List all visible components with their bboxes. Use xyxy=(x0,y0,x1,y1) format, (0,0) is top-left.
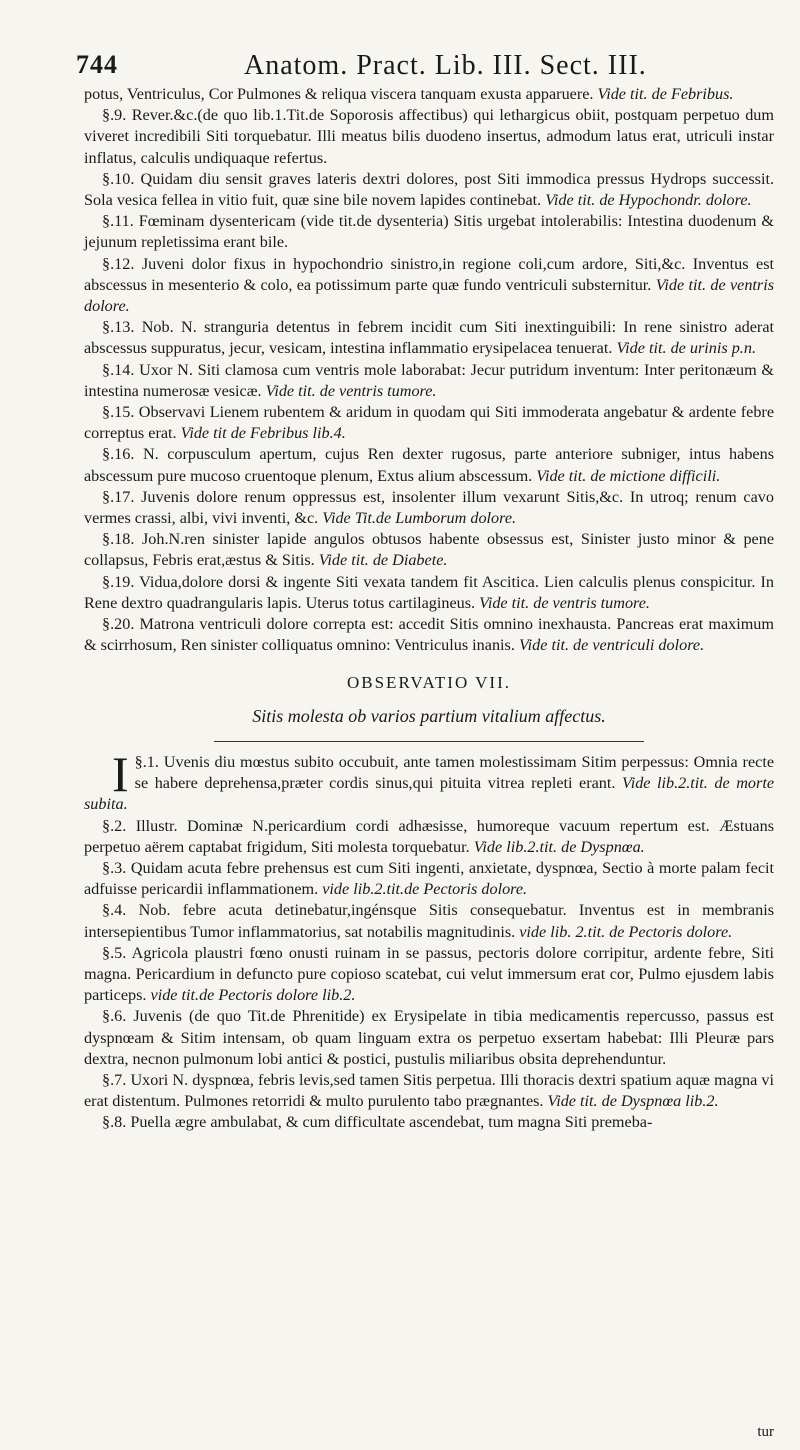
paragraph xyxy=(84,614,774,656)
running-head xyxy=(76,50,774,84)
paragraph-text: Rever.&c.(de quo lib.1.Tit.de Soporosis affectibus) qui lethargicus obiit, postquam perpetuo dum viveret incredibili Siti torquebatur. Illi meatus bilis duodeno insertus, admodum latus erat, utriculi instar inflatus, calculis undiquaque refertus. xyxy=(84,106,774,167)
paragraph-number: §.16. xyxy=(102,445,135,464)
paragraph-number: §.10. xyxy=(102,169,135,188)
paragraph-text: Nob. febre acuta detinebatur,ingénsque Sitis consequebatur. Inventus est in membranis intersepientibus Tumor inflammatorius, sat notabilis magnitudinis. xyxy=(84,901,775,941)
paragraph xyxy=(84,317,774,359)
paragraph xyxy=(84,1112,774,1133)
cross-reference: vide tit.de Pectoris dolore lib.2. xyxy=(150,986,356,1005)
running-title: Anatom. Pract. Lib. III. Sect. III. xyxy=(244,50,647,81)
paragraph xyxy=(84,900,774,942)
cross-reference: Vide tit. de urinis p.n. xyxy=(616,339,756,358)
paragraph-number: §.4. xyxy=(102,901,127,920)
paragraph-number: §.20. xyxy=(102,615,135,634)
paragraph-number: §.3. xyxy=(102,858,127,877)
observation-heading: OBSERVATIO VII. xyxy=(346,673,512,693)
catchword: tur xyxy=(757,1424,774,1440)
paragraph-text: Quidam acuta febre prehensus est cum Siti ingenti, anxietate, dyspnœa, Sectio à morte palam fecit adfuisse pericardii inflammationem. xyxy=(84,858,775,899)
paragraph-text: Joh.N.ren sinister lapide angulos obtusos habente obsessus est, Sinister justo minor & pene collapsus, Febris erat,æstus & Sitis. xyxy=(84,530,775,570)
paragraph-text: Juvenis dolore renum oppressus est, insolenter illum vexarunt Sitis,&c. In utroq; renum cavo vermes crassi, albi, vivi inventi, &c. xyxy=(84,487,774,528)
paragraph-text: potus, Ventriculus, Cor Pulmones & reliqua viscera tanquam exusta apparuere. xyxy=(84,85,594,103)
cross-reference: Vide tit de Febribus lib.4. xyxy=(180,424,346,443)
paragraph xyxy=(84,572,774,614)
paragraph-number: §.12. xyxy=(102,254,135,273)
cross-reference: vide lib.2.tit.de Pectoris dolore. xyxy=(322,880,528,899)
paragraph-number: §.17. xyxy=(102,487,135,506)
paragraph-number: §.13. xyxy=(102,318,135,337)
paragraph-text: N. corpusculum apertum, cujus Ren dexter rugosus, parte anteriore subniger, intus habens abscessum pure mucoso cruentoque plenum, Extus alium abscessum. xyxy=(84,445,774,485)
observation-subtitle: Sitis molesta ob varios partium vitalium affectus. xyxy=(252,705,606,726)
paragraph-text: Nob. N. stranguria detentus in febrem incidit cum Siti inextinguibili: In rene sinistro aderat abscessus suppuratus, jecur, vesicam, intestina inflammatio erysipelacea tenuerat. xyxy=(84,318,775,358)
paragraph-number: §.1. xyxy=(134,752,159,771)
paragraph xyxy=(84,444,774,486)
paragraph-text: Puella ægre ambulabat, & cum difficultate ascendebat, tum magna Siti premeba- xyxy=(130,1113,653,1132)
paragraph xyxy=(84,360,774,402)
paragraph xyxy=(84,402,774,444)
drop-cap: I xyxy=(112,745,129,802)
paragraph-text: Uvenis diu mœstus subito occubuit, ante tamen molestissimam Sitim perpessus: Omnia recte se habere deprehensa,præter cordis sinus,qui pituita vitrea repleti erant. xyxy=(134,752,775,793)
paragraph-number: §.8. xyxy=(102,1113,127,1132)
paragraph xyxy=(84,487,774,529)
paragraph-text: Observavi Lienem rubentem & aridum in quodam qui Siti immoderata angebatur & ardente febre correptus erat. xyxy=(84,403,775,443)
paragraph-group-top xyxy=(84,84,774,656)
cross-reference: Vide tit. de ventris tumore. xyxy=(479,593,650,612)
paragraph xyxy=(84,816,774,858)
cross-reference: Vide Tit.de Lumborum dolore. xyxy=(322,509,517,528)
paragraph xyxy=(84,1070,774,1112)
paragraph-number: §.11. xyxy=(102,212,134,231)
paragraph xyxy=(84,1006,774,1070)
paragraph-number: §.18. xyxy=(102,530,135,549)
paragraph-number: §.15. xyxy=(102,403,135,422)
paragraph xyxy=(84,105,774,169)
paragraph-number: §.14. xyxy=(102,360,135,379)
paragraph-number: §.19. xyxy=(102,572,135,591)
paragraph-number: §.6. xyxy=(102,1007,127,1026)
paragraph xyxy=(84,211,774,253)
paragraph-text: Uxori N. dyspnœa, febris levis,sed tamen Sitis perpetua. Illi thoracis dextri spatium aquæ magna vi erat distentum. Pulmones retorridi & multo purulento tabo prægnantes. xyxy=(84,1070,775,1111)
paragraph xyxy=(84,84,774,105)
paragraph-text: Quidam diu sensit graves lateris dextri dolores, post Siti immodica pressus Hydrops successit. Sola vesica fellea in vitio fuit, quæ sine bile novem lapides continebat. xyxy=(84,169,775,210)
cross-reference: Vide tit. de Febribus. xyxy=(597,85,734,103)
paragraph xyxy=(84,254,774,318)
paragraph xyxy=(84,943,774,1007)
cross-reference: Vide tit. de ventris dolore. xyxy=(84,275,775,316)
cross-reference: Vide tit. de mictione difficili. xyxy=(536,466,721,485)
paragraph-text: Matrona ventriculi dolore correpta est: accedit Sitis omnino inexhausta. Pancreas erat maximum & scirrhosum, Ren sinister colliquatus omnino: Ventriculus inanis. xyxy=(84,615,774,655)
paragraph xyxy=(84,529,774,571)
paragraph-text: Agricola plaustri fœno onusti ruinam in se passus, pectoris dolore corripitur, ardente febre, Siti magna. Pericardium in defuncto pure copioso scatebat, cui velut immersum erat cor, Pulmo ejusdem labis particeps. xyxy=(84,943,774,1005)
paragraph-text: Uxor N. Siti clamosa cum ventris mole laborabat: Jecur putridum inventum: Inter peritonæum & intestina numerosæ vesicæ. xyxy=(84,360,774,400)
paragraph-text: Juvenis (de quo Tit.de Phrenitide) ex Erysipelate in tibia medicamentis repercusso, passus est dyspnœam & Sitim intensam, ob quam linguam extra os perpetuo exsertam habebat: Illi Pleuræ pars dextra, necnon pulmonum lobi antici & postici, pustulis miliaribus obsita deprehenduntur. xyxy=(84,1007,775,1068)
paragraph-number: §.7. xyxy=(102,1070,127,1089)
paragraph-text: Illustr. Dominæ N.pericardium cordi adhæsisse, humoreque vacuum repertum est. Æstuans perpetuo aërem captabat frigidum, Siti molesta torquebatur. xyxy=(84,816,774,856)
cross-reference: Vide lib.2.tit. de Dyspnœa. xyxy=(473,837,645,856)
paragraph xyxy=(84,745,775,816)
paragraph-text: Juveni dolor fixus in hypochondrio sinistro,in regione coli,cum ardore, Siti,&c. Inventus est abscessus in mesenterio & colo, ea potissimum parte quæ fundo ventriculi substernitur. xyxy=(84,254,774,294)
paragraph-text: Vidua,dolore dorsi & ingente Siti vexata tandem fit Ascitica. Lien calculis plenus conspicitur. In Rene dextro quadrangularis lapis. Uterus totus cartilagineus. xyxy=(84,572,774,612)
cross-reference: Vide tit. de Dyspnœa lib.2. xyxy=(547,1092,719,1111)
page-number: 744 xyxy=(76,50,118,79)
cross-reference: vide lib. 2.tit. de Pectoris dolore. xyxy=(519,922,733,941)
cross-reference: Vide tit. de Hypochondr. dolore. xyxy=(545,191,752,210)
paragraph-text: Fœminam dysentericam (vide tit.de dysenteria) Sitis urgebat intolerabilis: Intestina duodenum & jejunum repletissima erant bile. xyxy=(84,212,775,252)
paragraph-number: §.2. xyxy=(102,816,127,835)
paragraph xyxy=(84,169,774,211)
page-body xyxy=(84,84,774,1134)
paragraph xyxy=(84,858,774,900)
paragraph-number: §.9. xyxy=(102,106,127,125)
cross-reference: Vide tit. de ventriculi dolore. xyxy=(518,636,705,655)
cross-reference: Vide tit. de ventris tumore. xyxy=(265,381,437,400)
cross-reference: Vide lib.2.tit. de morte subita. xyxy=(84,774,775,814)
divider xyxy=(214,741,644,742)
paragraph-number: §.5. xyxy=(102,943,127,962)
paragraph-group-bottom xyxy=(84,745,775,1134)
cross-reference: Vide tit. de Diabete. xyxy=(318,551,448,570)
